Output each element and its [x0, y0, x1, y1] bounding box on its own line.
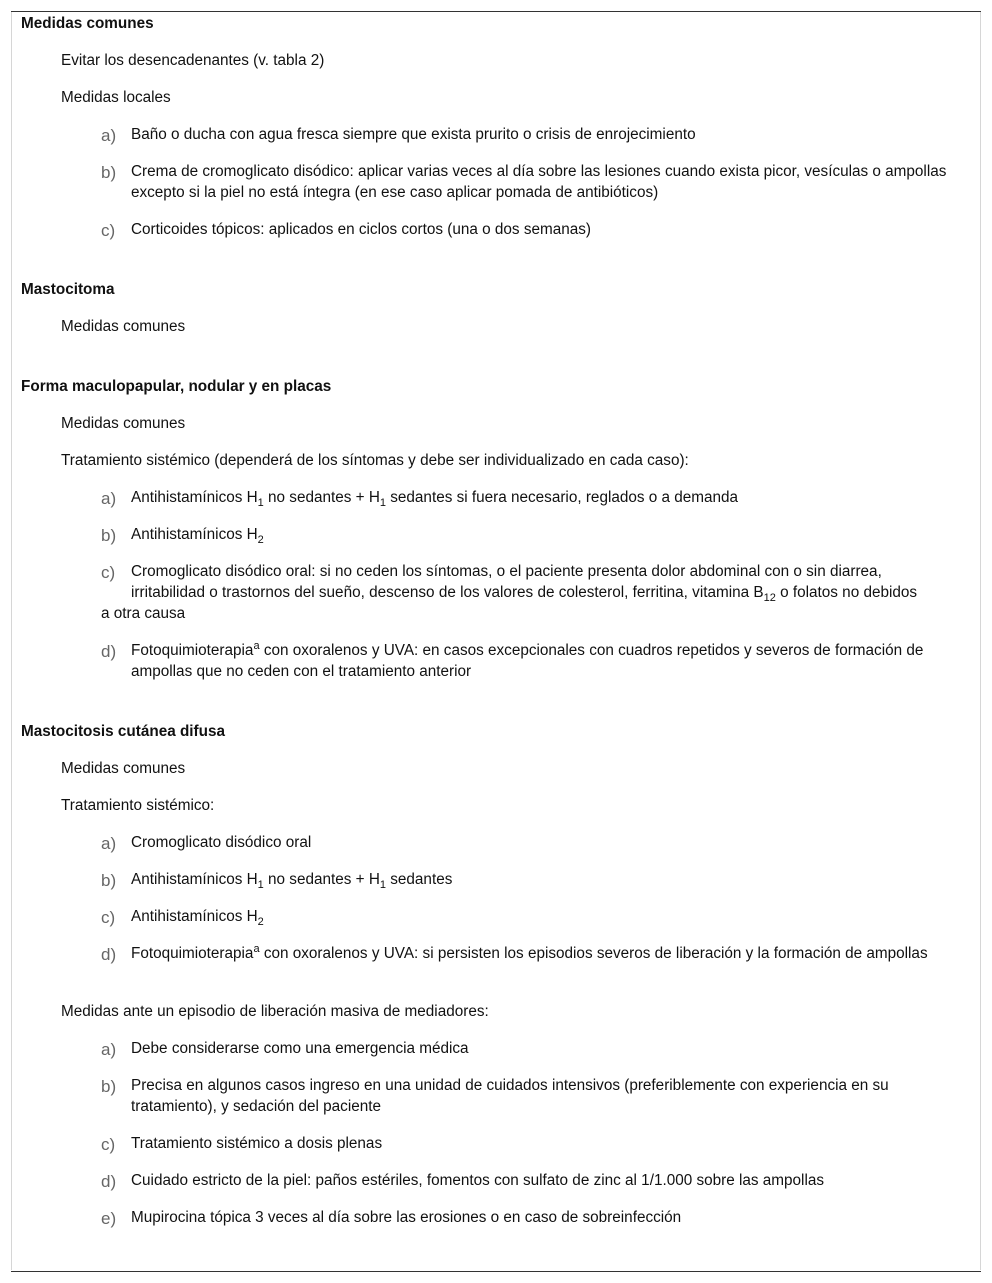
list-item-text: Antihistamínicos $H_1$ no sedantes + $H_1$ sedantes si fuera necesario, reglados o a demanda: [131, 489, 739, 509]
list-item: [101, 124, 951, 145]
list-marker: a): [101, 834, 117, 853]
list-marker: d): [101, 1172, 117, 1191]
list-marker: c): [101, 221, 116, 240]
list-item-text: Precisa en algunos casos ingreso en una unidad de cuidados intensivos (preferiblemente con experiencia en su tratamiento), y sedación del paciente: [131, 1077, 889, 1115]
list-item: [101, 869, 951, 890]
list-item: [101, 561, 951, 624]
list-marker: d): [101, 642, 117, 661]
list-item-text: Baño o ducha con agua fresca siempre que exista prurito o crisis de enrojecimiento: [131, 126, 696, 143]
list-item: [101, 1170, 951, 1191]
list-item: [101, 487, 951, 508]
table-bottom-rule: [11, 1271, 981, 1272]
list-marker: c): [101, 1135, 116, 1154]
list-marker: c): [101, 563, 116, 582]
list-item-text: Antihistamínicos $H_2$: [131, 908, 264, 928]
list-item-text: Cuidado estricto de la piel: paños estériles, fomentos con sulfato de zinc al 1/1.000 sobre las ampollas: [131, 1172, 825, 1189]
paragraph: Medidas ante un episodio de liberación masiva de mediadores:: [61, 1003, 489, 1020]
list-marker: e): [101, 1209, 117, 1228]
list-item: [101, 1133, 951, 1154]
paragraph: Evitar los desencadenantes (v. tabla 2): [61, 52, 325, 69]
list-item: [101, 524, 951, 545]
paragraph: Medidas locales: [61, 89, 171, 106]
section-title-medidas-comunes: Medidas comunes: [21, 15, 154, 32]
list-item: [101, 1038, 951, 1059]
list-item-text: Cromoglicato disódico oral: si no ceden los síntomas, o el paciente presenta dolor abdominal con o sin diarrea, irritabilidad o trastornos del sueño, descenso de los valores de colesterol, ferritina, vitamina $B_{12}$ o folatos no debidos: [131, 563, 918, 604]
list-item-text: Fotoquimioterapia$^a$ con oxoralenos y UVA: si persisten los episodios severos de liberación y la formación de ampollas: [131, 943, 928, 962]
list-item: [101, 161, 951, 203]
list-marker: a): [101, 1040, 117, 1059]
list-item-text: Fotoquimioterapia$^a$ con oxoralenos y UVA: en casos excepcionales con cuadros repetidos y severos de formación de ampollas que no ceden con el tratamiento anterior: [131, 640, 924, 680]
list-item: [101, 943, 951, 964]
list-item-text: Mupirocina tópica 3 veces al día sobre las erosiones o en caso de sobreinfección: [131, 1209, 682, 1226]
list-item: [101, 906, 951, 927]
list-item-text-continuation: a otra causa: [101, 605, 186, 622]
paragraph: Medidas comunes: [61, 318, 186, 335]
section-title-mastocitoma: Mastocitoma: [21, 281, 115, 298]
list-marker: d): [101, 945, 117, 964]
list-item-text: Debe considerarse como una emergencia médica: [131, 1040, 469, 1057]
list-item-text: Cromoglicato disódico oral: [131, 834, 312, 851]
list-item-text: Tratamiento sistémico a dosis plenas: [131, 1135, 383, 1152]
list-item-text: Antihistamínicos $H_1$ no sedantes + $H_1$ sedantes: [131, 871, 453, 891]
list-marker: b): [101, 871, 117, 890]
list-item: [101, 219, 951, 240]
list-item-text: Antihistamínicos $H_2$: [131, 526, 264, 546]
paragraph: Tratamiento sistémico:: [61, 797, 215, 814]
list-item: [101, 1207, 951, 1228]
list-item: [101, 640, 951, 682]
list-item-text: Crema de cromoglicato disódico: aplicar varias veces al día sobre las lesiones cuando exista picor, vesículas o ampollas excepto si la piel no está íntegra (en ese caso aplicar pomada de antibióticos): [131, 163, 947, 201]
list-marker: b): [101, 163, 117, 182]
list-marker: a): [101, 489, 117, 508]
list-marker: b): [101, 526, 117, 545]
paragraph: Medidas comunes: [61, 760, 186, 777]
list-marker: b): [101, 1077, 117, 1096]
list-marker: c): [101, 908, 116, 927]
paragraph: Medidas comunes: [61, 415, 186, 432]
list-marker: a): [101, 126, 117, 145]
paragraph: Tratamiento sistémico (dependerá de los síntomas y debe ser individualizado en cada caso):: [61, 452, 689, 469]
list-item: [101, 832, 951, 853]
section-title-forma-maculopapular: Forma maculopapular, nodular y en placas: [21, 378, 332, 395]
list-item-text: Corticoides tópicos: aplicados en ciclos cortos (una o dos semanas): [131, 221, 591, 238]
list-item: [101, 1075, 951, 1117]
section-title-mastocitosis-cutanea-difusa: Mastocitosis cutánea difusa: [21, 723, 226, 740]
